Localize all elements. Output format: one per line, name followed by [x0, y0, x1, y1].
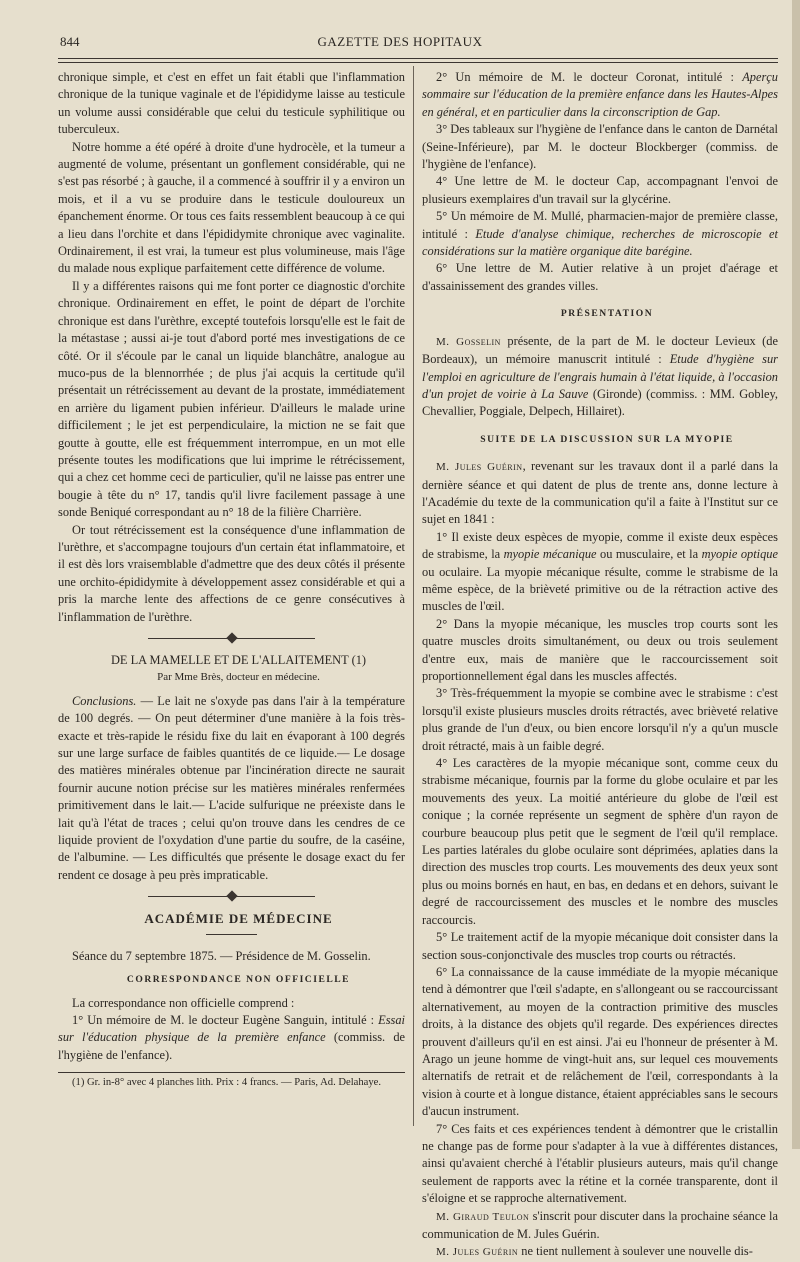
- paragraph: Or tout rétrécissement est la conséquence d'une inflammation de l'urèthre, et s'accompagne toujours d'un certain état inflammatoire, et il est dès lors vraisemblable d'admettre que des deux côtés il présente une orchito-épididymite à développement assez considérable et qui a pris la marche lente des affections de ce genre consécutives à l'inflammation de l'urèthre.: [58, 522, 405, 624]
- subsection-title-presentation: PRÉSENTATION: [560, 308, 654, 320]
- conclusions-text: — Le lait ne s'oxyde pas dans l'air à la température de 100 degrés. — On peut déterminer d'une manière à la fois très-exacte et très-rapide le résidu fixe du lait en évaporant à 100 degrés sur une large surface de faibles quantités de ce liquide.— Le dosage des matières minérales obtenue par l'incinération directe ne saurait fournir aucune notion précise sur les matières minérales renfermées primitivement dans le lait.— L'acide sulfurique ne préexiste dans le lait qu'à l'état de traces ; celui qu'on trouve dans les cendres de ce liquide provient de l'oxydation d'une partie du soufre, de la caséine, de l'albumine. — Les difficultés que présente le dosage exact du fer rendent ce dosage à peu près impraticable.: [58, 693, 405, 882]
- subsection-title-correspondance: CORRESPONDANCE NON OFFICIELLE: [126, 974, 351, 986]
- list-item: 3° Très-fréquemment la myopie se combine avec le strabisme : c'est lorsqu'il existe plusieurs muscles droits rétractés, avec brièveté relative plus grande de l'un d'eux, ou bien encore lorsqu'il n'y a qu'un muscle droit rétracté, mais à un faible degré.: [422, 686, 778, 753]
- paragraph-conclusions: [58, 693, 405, 884]
- page-edge: [792, 0, 800, 1149]
- list-item: 7° Ces faits et ces expériences tendent à démontrer que le cristallin ne change pas de forme pour s'adapter à la vue à différentes distances, ainsi qu'avaient cherché à l'établir plusieurs auteurs, mais qu'il change seulement de rapports avec la rétine et la cornée transparente, dont il s'éloigne et se rapproche alternativement.: [422, 1121, 778, 1206]
- paragraph: M. Jules Guérin, revenant sur les travaux dont il a parlé dans la dernière séance et qui datent de plus de trente ans, donne lecture à l'Académie du texte de la communication qu'il a faite à l'Institut sur ce sujet en 1841 :: [422, 459, 778, 527]
- footnote: (1) Gr. in-8° avec 4 planches lith. Prix : 4 francs. — Paris, Ad. Delahaye.: [72, 1077, 382, 1089]
- conclusions-label: Conclusions.: [72, 693, 137, 708]
- list-item: 6° Une lettre de M. Autier relative à un projet d'aérage et d'assainissement des grandes villes.: [422, 261, 778, 293]
- section-title-academie: ACADÉMIE DE MÉDECINE: [144, 911, 333, 927]
- seance-line: Séance du 7 septembre 1875. — Présidence de M. Gosselin.: [72, 948, 371, 963]
- paragraph: M. Giraud Teulon s'inscrit pour discuter dans la prochaine séance la communication de M. Jules Guérin.: [422, 1208, 779, 1241]
- short-rule: [58, 928, 405, 942]
- section-separator: [58, 884, 405, 910]
- paragraph: Notre homme a été opéré à droite d'une hydrocèle, et la tumeur a augmenté de volume, présentant un gonflement considérable, qui ne s'est pas résorbé ; à gauche, il a commencé à souffrir il y a environ un mois, et il a vu se produire dans le testicule douloureux un épanchement énorme. Or tous ces faits ressemblent beaucoup à ce qui a lieu dans l'orchite et dans l'épididymite chronique avec vaginalite. Ordinairement, il est vrai, la tumeur est plus volumineuse, mais l'âge du malade nous explique parfaitement cette différence de volume.: [58, 139, 405, 276]
- journal-title: GAZETTE DES HOPITAUX: [317, 34, 483, 49]
- page-number: 844: [60, 34, 80, 49]
- paragraph: Il y a différentes raisons qui me font porter ce diagnostic d'orchite chronique. Ordinairement en effet, le point de départ de l'orchite chronique est dans l'urèthre, excepté toutefois lorsqu'elle est le fait de la métastase ; aussi ai-je tout d'abord porté mes investigations de ce côté. Or il s'écoule par le canal un liquide blanchâtre, analogue au muco-pus de la blennorrhée ; de plus j'ai acquis la certitude qu'il présentait un rétrécissement au devant de la prostate, immédiatement en arrière du ligament pubien inférieur. D'ailleurs le malade urine difficilement ; le jet est perpendiculaire, la miction ne se fait que goutte à goutte, elle est fréquemment interrompue, en un mot elle présente toutes les modifications que lui imprime le rétrécissement, qui a chez cet homme ceci de particulier, qu'il ne laisse pas entrer une bougie à tête du n° 17, tandis qu'il livre facilement passage à une sonde Beniqué correspondant au n° 18 de la filière Charrière.: [58, 278, 405, 520]
- column-divider: [413, 66, 414, 1126]
- paragraph: La correspondance non officielle comprend :: [72, 995, 295, 1010]
- header-rule-thin: [58, 62, 778, 63]
- right-column: [422, 69, 778, 1262]
- section-title-mamelle: DE LA MAMELLE ET DE L'ALLAITEMENT (1): [110, 653, 367, 667]
- header-rule: [58, 58, 778, 59]
- byline: Par Mme Brès, docteur en médecine.: [157, 671, 320, 684]
- paragraph: M. Jules Guérin ne tient nullement à soulever une nouvelle dis-: [436, 1244, 753, 1259]
- list-item: 2° Dans la myopie mécanique, les muscles trop courts sont les quatre muscles droits simultanément, ou deux ou trois seulement d'entre eux, mais de manière que le raccourcissement soit proportionnellement égal dans les muscles affectés.: [422, 616, 778, 683]
- list-item: 4° Une lettre de M. le docteur Cap, accompagnant l'envoi de plusieurs exemplaires d'un travail sur la glycérine.: [422, 174, 778, 206]
- paragraph: chronique simple, et c'est en effet un fait établi que l'inflammation chronique de la tunique vaginale et de l'épididyme laisse au testicule un volume aussi considérable que celui du testicule syphilitique ou tuberculeux.: [58, 70, 405, 137]
- list-item: 1° Un mémoire de M. le docteur Eugène Sanguin, intitulé : Essai sur l'éducation physique de la première enfance (commiss. de l'hygiène de l'enfance).: [58, 1012, 406, 1062]
- list-item: 5° Le traitement actif de la myopie mécanique doit consister dans la section sous-conjonctivale des muscles trop courts ou rétractés.: [422, 930, 778, 962]
- left-column: [58, 69, 405, 1090]
- page-header: [0, 34, 800, 56]
- list-item: 6° La connaissance de la cause immédiate de la myopie mécanique tend à démontrer que l'œil s'adapte, en s'allongeant ou se raccourcissant alternativement, au moyen de la contraction primitive des muscles droits, à la distance des objets qu'il regarde. Des expériences directes prouvent d'ailleurs qu'il en est ainsi. J'ai eu l'honneur de présenter à M. Arago un jeune homme de vingt-huit ans, sur lequel ces mouvements alternatifs de retrait et de relâchement de l'œil, correspondants à la vision à courte et à longue distance, étaient appréciables sans le secours d'aucun instrument.: [422, 964, 778, 1119]
- list-item: 5° Un mémoire de M. Mullé, pharmacien-major de première classe, intitulé : Etude d'analyse chimique, recherches de microscopie et considérations sur la matière organique dite barégine.: [422, 209, 778, 259]
- subsection-title-myopie: SUITE DE LA DISCUSSION SUR LA MYOPIE: [480, 433, 734, 445]
- list-item: 4° Les caractères de la myopie mécanique sont, comme ceux du strabisme mécanique, fournis par la forme du globe oculaire et par les mouvements des yeux. La moitié antérieure du globe de l'œil est conique ; la cornée représente un segment de sphère d'un rayon de courbure beaucoup plus petit que le segment de l'œil qu'il remplace. Les parties latérales du globe oculaire sont déprimées, aplaties dans la direction des muscles trop courts. Les mouvements des deux yeux sont plus ou moins bornés en haut, en bas, en dedans et en dehors, suivant le degré de raccourcissement des muscles et le nombre des muscles raccourcis.: [422, 756, 778, 927]
- list-item: 3° Des tableaux sur l'hygiène de l'enfance dans le canton de Darnétal (Seine-Inférieure), par M. le docteur Blockberger (commiss. de l'hygiène de l'enfance).: [422, 122, 778, 172]
- list-item: 2° Un mémoire de M. le docteur Coronat, intitulé : Aperçu sommaire sur l'éducation de la première enfance dans les Hautes-Alpes en général, et en particulier dans la circonscription de Gap.: [422, 70, 778, 119]
- footnote-rule: [58, 1072, 405, 1073]
- section-separator: [58, 626, 405, 652]
- paragraph-presentation: M. Gosselin présente, de la part de M. le docteur Levieux (de Bordeaux), un mémoire manuscrit intitulé : Etude d'hygiène sur l'emploi en agriculture de l'engrais humain à l'état liquide, à l'occasion d'un projet de voirie à La Sauve (Gironde) (commiss. : MM. Gobley, Chevallier, Poggiale, Delpech, Hillairet).: [422, 333, 778, 419]
- list-item: 1° Il existe deux espèces de myopie, comme il existe deux espèces de strabisme, la myopie mécanique ou musculaire, et la myopie optique ou oculaire. La myopie mécanique résulte, comme le strabisme de la même espèce, de la brièveté primitive ou de la rétraction active des muscles de l'œil.: [422, 529, 778, 614]
